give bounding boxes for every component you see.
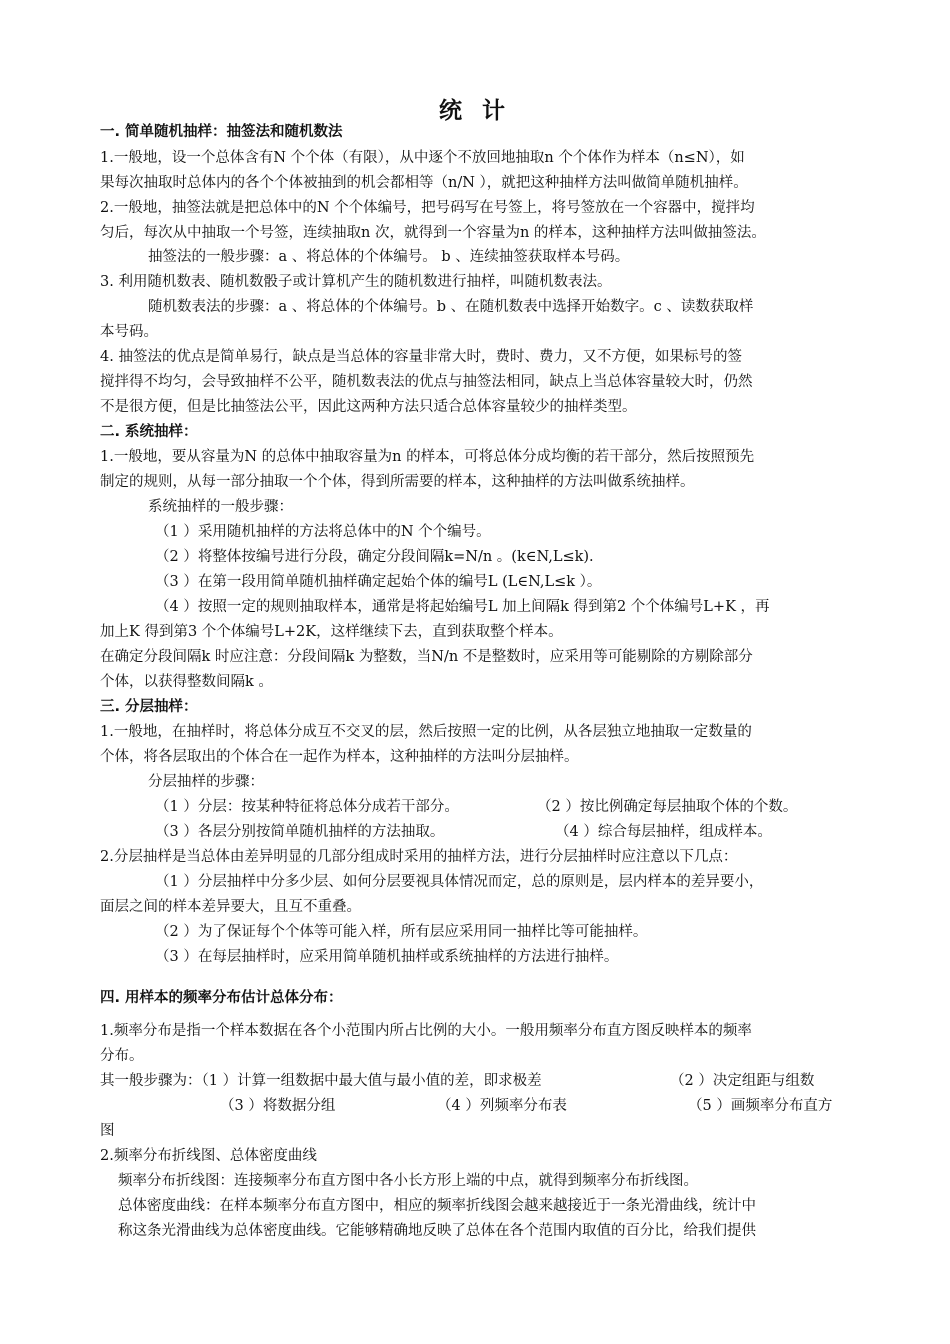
paragraph-line: 分层抽样的步骤： [148,774,264,790]
paragraph-line: 制定的规则，从每一部分抽取一个个体，得到所需要的样本，这种抽样的方法叫做系统抽样。 [100,474,695,490]
paragraph-line: 1.一般地，设一个总体含有N 个个体（有限），从中逐个不放回地抽取n 个个体作为样本（n≤N），如 [100,150,745,166]
paragraph-line: 1.一般地，在抽样时，将总体分成互不交叉的层，然后按照一定的比例，从各层独立地抽取一定数量的 [100,724,752,740]
section-heading-2: 二. 系统抽样： [100,424,198,440]
paragraph-line: 本号码。 [100,324,158,340]
paragraph-line: 抽签法的一般步骤：a 、将总体的个体编号。 b 、连续抽签获取样本号码。 [148,249,630,265]
step-line: （2 ）按比例确定每层抽取个体的个数。 [537,799,798,815]
paragraph-line: 个体，将各层取出的个体合在一起作为样本，这种抽样的方法叫分层抽样。 [100,749,579,765]
step-line: （3 ）将数据分组 [220,1098,336,1114]
paragraph-line: 2.频率分布折线图、总体密度曲线 [100,1148,317,1164]
step-line: （2 ）为了保证每个个体等可能入样，所有层应采用同一抽样比等可能抽样。 [155,924,648,940]
step-line: 其一般步骤为：（1 ）计算一组数据中最大值与最小值的差，即求极差 [100,1073,542,1089]
paragraph-line: 果每次抽取时总体内的各个个体被抽到的机会都相等（n/N ），就把这种抽样方法叫做简单随机抽样。 [100,175,748,191]
step-line: （4 ）按照一定的规则抽取样本，通常是将起始编号L 加上间隔k 得到第2 个个体编号L+K ，再 [155,599,770,615]
paragraph-line: 称这条光滑曲线为总体密度曲线。它能够精确地反映了总体在各个范围内取值的百分比，给我们提供 [118,1223,756,1239]
step-line: （1 ）采用随机抽样的方法将总体中的N 个个编号。 [155,524,491,540]
paragraph-line: 1.一般地，要从容量为N 的总体中抽取容量为n 的样本，可将总体分成均衡的若干部分，然后按照预先 [100,449,755,465]
paragraph-line: 4. 抽签法的优点是简单易行，缺点是当总体的容量非常大时，费时、费力，又不方便，如果标号的签 [100,349,742,365]
paragraph-line: 不是很方便，但是比抽签法公平，因此这两种方法只适合总体容量较少的抽样类型。 [100,399,637,415]
paragraph-line: 匀后，每次从中抽取一个号签，连续抽取n 次，就得到一个容量为n 的样本，这种抽样方法叫做抽签法。 [100,225,766,241]
paragraph-line: 1.频率分布是指一个样本数据在各个小范围内所占比例的大小。一般用频率分布直方图反映样本的频率 [100,1023,752,1039]
step-line: （4 ）列频率分布表 [437,1098,567,1114]
step-line: （2 ）决定组距与组数 [670,1073,815,1089]
paragraph-line: 图 [100,1123,115,1139]
paragraph-line: 搅拌得不均匀，会导致抽样不公平，随机数表法的优点与抽签法相同，缺点上当总体容量较大时，仍然 [100,374,753,390]
step-line: （3 ）各层分别按简单随机抽样的方法抽取。 [155,824,445,840]
paragraph-line: 频率分布折线图：连接频率分布直方图中各小长方形上端的中点，就得到频率分布折线图。 [118,1173,698,1189]
step-line: （1 ）分层：按某种特征将总体分成若干部分。 [155,799,459,815]
paragraph-line: 2.分层抽样是当总体由差异明显的几部分组成时采用的抽样方法，进行分层抽样时应注意以下几点： [100,849,738,865]
paragraph-line: 随机数表法的步骤：a 、将总体的个体编号。b 、在随机数表中选择开始数字。c 、读数获取样 [148,299,754,315]
step-line: （4 ）综合每层抽样，组成样本。 [555,824,772,840]
paragraph-line: 个体，以获得整数间隔k 。 [100,674,273,690]
step-line: （2 ）将整体按编号进行分段，确定分段间隔k=N/n 。(k∈N,L≤k). [155,549,594,565]
step-line: （3 ）在第一段用简单随机抽样确定起始个体的编号L (L∈N,L≤k ）。 [155,574,602,590]
paragraph-line: 分布。 [100,1048,144,1064]
paragraph-line: 2.一般地，抽签法就是把总体中的N 个个体编号，把号码写在号签上，将号签放在一个容器中，搅拌均 [100,200,755,216]
section-heading-4: 四. 用样本的频率分布估计总体分布： [100,990,343,1006]
paragraph-line: 总体密度曲线：在样本频率分布直方图中，相应的频率折线图会越来越接近于一条光滑曲线，统计中 [118,1198,756,1214]
section-heading-1: 一. 简单随机抽样：抽签法和随机数法 [100,124,343,140]
paragraph-line: 3. 利用随机数表、随机数骰子或计算机产生的随机数进行抽样，叫随机数表法。 [100,274,612,290]
section-heading-3: 三. 分层抽样： [100,699,198,715]
paragraph-line: 加上K 得到第3 个个体编号L+2K，这样继续下去，直到获取整个样本。 [100,624,563,640]
page-title: 统 计 [438,98,511,124]
step-line: （3 ）在每层抽样时，应采用简单随机抽样或系统抽样的方法进行抽样。 [155,949,619,965]
paragraph-line: 在确定分段间隔k 时应注意：分段间隔k 为整数，当N/n 不是整数时，应采用等可能剔除的方剔除部分 [100,649,753,665]
step-line: （5 ）画频率分布直方 [688,1098,833,1114]
paragraph-line: 面层之间的样本差异要大，且互不重叠。 [100,899,361,915]
step-line: （1 ）分层抽样中分多少层、如何分层要视具体情况而定，总的原则是，层内样本的差异要小， [155,874,764,890]
paragraph-line: 系统抽样的一般步骤： [148,499,293,515]
